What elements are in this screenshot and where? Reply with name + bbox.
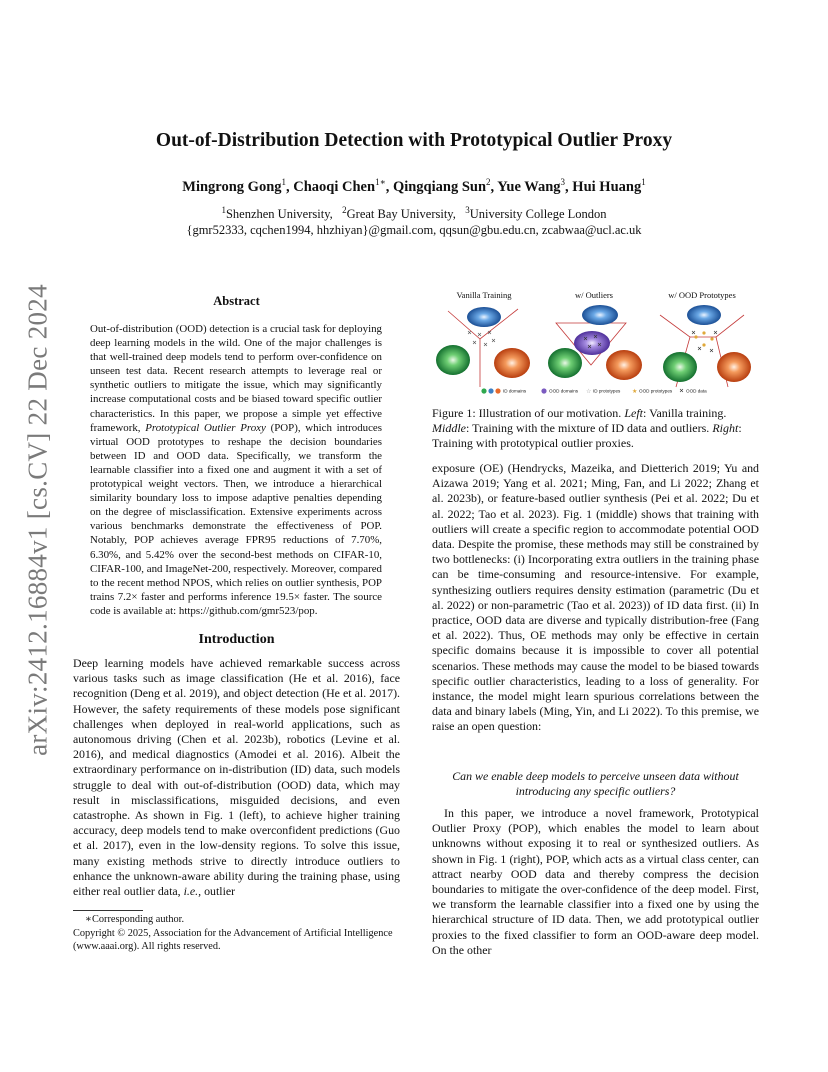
legend-ood-domains: OOD domains (549, 388, 579, 394)
figure-legend (481, 388, 707, 395)
footnote-rule (73, 910, 143, 911)
figure-1 (428, 287, 764, 399)
right-column-paragraph-1: exposure (OE) (Hendrycks, Mazeika, and Dietterich 2019; Yu and Aizawa 2019; Yang et al. 2021; Ming, Fan, and Li 2022; Zhang et al. 2023b), or feature-based outlier synthesis (Pei et al. 2022; Du et al. 2022; Tao et al. 2023). Fig. 1 (middle) shows that training with outliers will create a specific region to accommodate potential OOD data. Despite the promise, these methods may still be constrained by two bottlenecks: (i) Incorporating extra outliers in the training phase can be time-consuming and resource-intensive. For example, synthesizing outliers requires density estimation (parametric (Du et al. 2022) or non-parametric (Tao et al. 2023)) of ID data first. (ii) In practice, OOD data are diverse and typically distribution-free (Fang et al. 2022). Thus, OE methods may only be effective in certain specific domains because it is impossible to cover all potential scenarios. These methods may cause the model to be biased towards specific outlier characteristics, leading to a loss of generality. For instance, the model might learn spurious correlations between the data and binary labels (Ming, Yin, and Li 2022). To this premise, we raise an open question: (432, 461, 759, 734)
purple-ood-cluster (574, 331, 610, 355)
corresponding-author-note: ∗Corresponding author. (85, 914, 185, 925)
svg-text:★: ★ (632, 389, 638, 395)
abstract-body: Out-of-distribution (OOD) detection is a crucial task for deploying deep learning models in the wild. One of the major challenges is that well-trained deep models tend to perform over-confidence on unseen test data. Recent research attempts to leverage real or synthetic outliers to mitigate the issue, which may significantly increase computational costs and be biased toward specific outlier characteristics. In this paper, we propose a simple yet effective framework, Prototypical Outlier Proxy (POP), which introduces virtual OOD prototypes to reshape the decision boundaries between ID and OOD data. Specifically, we transform the learnable classifier into a fixed one and augment it with a set of prototypical weight vectors. Then, we introduce a hierarchical similarity boundary loss to impose adaptive penalties depending on the degree of misclassification. Extensive experiments across various benchmarks demonstrate the effectiveness of POP. Notably, POP achieves average FPR95 reductions of 7.70%, 6.30%, and 5.42% over the second-best methods on CIFAR-10, CIFAR-100, and ImageNet-200, respectively. Moreover, compared to the recent method NPOS, which relies on outlier synthesis, POP trains 7.2× faster and performs inference 19.5× faster. The source code is available at: https://github.com/gmr523/pop. (90, 323, 383, 617)
paper-title: Out-of-Distribution Detection with Prototypical Outlier Proxy (155, 130, 673, 151)
affiliations (0, 202, 828, 238)
blue-cluster (687, 305, 721, 325)
panel-title-ood-prototypes: w/ OOD Prototypes (668, 290, 736, 300)
arxiv-id-text: arXiv:2412.16884v1 [cs.CV] 22 Dec 2024 (22, 284, 53, 756)
figure-caption: Figure 1: Illustration of our motivation. Left: Vanilla training. Middle: Training with the mixture of ID data and outliers. Right: Training with prototypical outlier proxies. (432, 406, 742, 451)
legend-id-prototypes: ID prototypes (593, 388, 621, 394)
author: Mingrong Gong$^1$ (182, 177, 287, 195)
panel-title-outliers: w/ Outliers (574, 290, 614, 300)
email-line: {gmr52333, cqchen1994, hhzhiyan}@gmail.com, qqsun@gbu.edu.cn, zcabwaa@ucl.ac.uk (186, 223, 642, 238)
author: Qingqiang Sun$^2$ (392, 177, 491, 195)
orange-cluster (717, 352, 751, 382)
legend-id-domains: ID domains (503, 388, 527, 394)
blue-cluster (467, 307, 501, 327)
orange-cluster (494, 348, 530, 378)
copyright-note: Copyright © 2025, Association for the Advancement of Artificial Intelligence (www.aaai.org). All rights reserved. (73, 927, 393, 952)
orange-cluster (606, 350, 642, 380)
author: Chaoqi Chen$^{1∗}$ (293, 177, 386, 195)
green-cluster (548, 348, 582, 378)
author: Yue Wang$^3$ (497, 177, 566, 195)
introduction-heading: Introduction (198, 632, 275, 647)
panel-vanilla (436, 307, 530, 387)
legend-ood-prototypes: OOD prototypes (639, 388, 673, 394)
green-cluster (436, 345, 470, 375)
svg-text:☆: ☆ (586, 389, 592, 395)
footnote (73, 913, 400, 954)
arxiv-identifier (0, 0, 60, 1072)
panel-ood-prototypes (660, 305, 751, 387)
research-question: Can we enable deep models to perceive unseen data without introducing any specific outliers? (452, 769, 739, 799)
panel-outliers (548, 305, 642, 380)
author: Hui Huang$^1$ (572, 177, 646, 195)
blue-cluster (582, 305, 618, 325)
introduction-body: Deep learning models have achieved remarkable success across various tasks such as image classification (He et al. 2016), face recognition (Deng et al. 2019), and object detection (He et al. 2017). However, the safety requirements of these models pose significant challenges when deployed in real-world applications, such as autonomous driving (Chen et al. 2023b), robotics (Levine et al. 2016), and medical diagnostics (Amodei et al. 2016). Albeit the extraordinary performance on in-distribution (ID) data, such models struggle to deal with out-of-distribution (OOD) data, which may result in misclassifications, misguided decisions, and even catastrophe. As shown in Fig. 1 (left), to achieve higher training accuracy, deep models tend to make overconfident predictions (Guo et al. 2017), even in the low-density regions. To solve this issue, many existing methods strive to directly introduce outliers to enhance the unknown-aware ability during the training phase, using either real outlier data, i.e., outlier (73, 656, 400, 899)
right-column-paragraph-2: In this paper, we introduce a novel framework, Prototypical Outlier Proxy (POP), which enables the model to learn about unknowns without exposing it to real or synthesized outliers. As shown in Fig. 1 (right), POP, which acts as a virtual class center, can attract nearby OOD data and thereby compress the decision boundaries to mitigate the over-confidence of the deep model. First, we transform the learnable classifier into a fixed one by using the hierarchical structure of ID data. Then, we add prototypical outlier proxies to the fixed classifier to form an OOD-aware deep model. On the other (432, 806, 759, 957)
affiliation-line: $^1$Shenzhen University, $^2$Great Bay University, $^3$University College London (221, 205, 607, 222)
green-cluster (663, 352, 697, 382)
author-list: Mingrong Gong$^1$, Chaoqi Chen$^{1∗}$, Qingqiang Sun$^2$, Yue Wang$^3$, Hui Huang$^1$ (182, 177, 646, 195)
legend-ood-data: OOD data (686, 388, 707, 394)
panel-title-vanilla: Vanilla Training (456, 290, 512, 300)
abstract-heading: Abstract (213, 294, 260, 308)
